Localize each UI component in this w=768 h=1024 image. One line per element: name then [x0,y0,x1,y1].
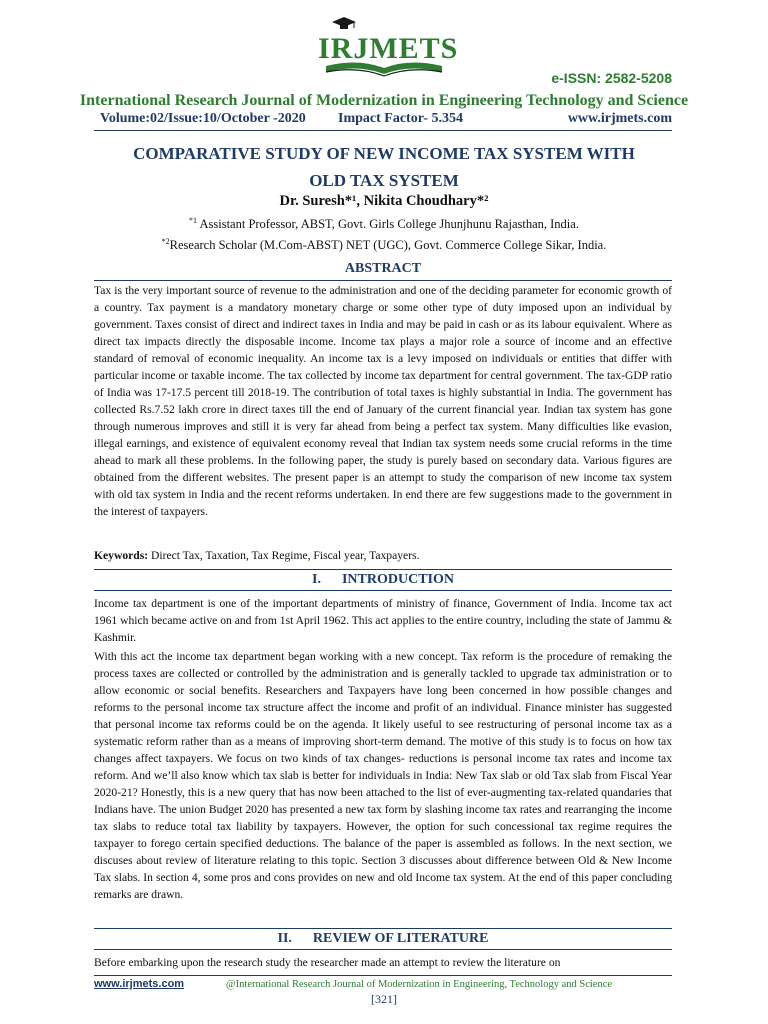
review-divider-top [94,928,672,929]
journal-name: International Research Journal of Modernization in Engineering Technology and Science [79,92,689,109]
review-number: II. [277,931,292,946]
intro-divider-top [94,569,672,570]
issn: e-ISSN: 2582-5208 [551,70,672,86]
review-divider-bottom [94,949,672,950]
header-divider [94,130,672,131]
logo-text: IRJMETS [318,32,459,65]
journal-website-link[interactable]: www.irjmets.com [567,111,672,126]
review-heading [94,928,672,950]
abstract-heading-text: ABSTRACT [344,261,422,276]
intro-divider-bottom [94,590,672,591]
keywords-label: Keywords: [94,549,149,562]
title-line-1: COMPARATIVE STUDY OF NEW INCOME TAX SYSTEM WITH [133,144,635,163]
page-number: [321] [371,992,397,1006]
footer-website-link[interactable]: www.irjmets.com [94,978,185,990]
journal-logo [318,14,459,84]
abstract-divider [94,280,672,281]
impact-factor: Impact Factor- 5.354 [338,111,464,126]
affiliation-1-marker: *1 [189,216,198,225]
affiliation-2-marker: *2 [161,237,170,246]
review-title: REVIEW OF LITERATURE [312,931,489,946]
intro-paragraph-2: With this act the income tax department began working with a new concept. Tax reform is the procedure of remaking the process taxes are collected or controlled by the administration and is generally tackled to upgrade tax administration or to allow economic or social benefits. Researchers and Taxpayers have long been concerned in how possible changes and reforms to the personal income tax structure affect the income and profit of an individual. Finance minister has suggested that personal income tax reforms could be on the agenda. It likely useful to see restructuring of personal income tax as a systematic reform rather than as a means of improving short-term demand. The motive of this study is to focus on how tax changes affect taxpayers. We focus on two kinds of tax changes- reductions is personal income tax rates and income tax reform. And we’ll also know which tax slab is better for individuals in India: New Tax slab or old Tax slab from Fiscal Year 2020-21? Honestly, this is a new query that has now been attached to the list of ever-augmenting tax-related quandaries that Indians have. The union Budget 2020 has presented a new tax form by slashing income tax rates and rearranging the income tax slabs to reduce total tax liability by taxpayers. However, the option for such concessional tax regime requires the taxpayer to forego certain specified deductions. The balance of the paper is assembled as follows. In the next section, we discuses about review of literature relating to this topic. Section 3 discusses about difference between Old & New Income Tax slabs. In section 4, some pros and cons provides on new and old Income tax system. At the end of this paper concluding remarks are drawn. [94,650,672,901]
authors: Dr. Suresh*¹, Nikita Choudhary*² [279,193,489,209]
affiliation-2-text: Research Scholar (M.Com-ABST) NET (UGC), Govt. Commerce College Sikar, India. [169,238,607,253]
intro-title: INTRODUCTION [341,572,454,587]
footer-divider [94,975,672,976]
review-heading-text [94,931,672,947]
introduction-heading [94,569,672,591]
paper-title [80,140,688,194]
keywords [94,547,672,564]
intro-number: I. [312,572,321,587]
abstract-heading [94,258,672,280]
review-paragraph-1: Before embarking upon the research study the researcher made an attempt to review the literature on [94,956,561,969]
introduction-heading-text [94,572,672,588]
title-line-2: OLD TAX SYSTEM [309,171,459,190]
abstract-text: Tax is the very important source of revenue to the administration and one of the deciding parameter for economic growth of a country. Tax payment is a mandatory monetary charge or some other type of duty imposed upon an individual by government. Taxes consist of direct and indirect taxes in India and may be paid in cash or as its labour equivalent. Where as direct tax impacts directly the disposable income. Income tax plays a major role a source of income and an effective standard of removal of economic inequality. An income tax is a levy imposed on individuals or entities that differ with particular income or taxable income. The tax collected by income tax department for central government. The tax-GDP ratio of India was 17-17.5 percent till 2018-19. The contribution of total taxes is highly substantial in India. The government has collected Rs.7.52 lakh crore in direct taxes till the end of January of the current financial year. Indian tax system has gone through numerous improves and still it is very far ahead from being a perfect tax system. Many difficulties like evasion, illegal earnings, and existence of equivalent economy reveal that Indian tax system needs some crucial reforms in the time ahead to mark all these problems. In the following paper, the study is purely based on secondary data. Various figures are obtained from the different websites. The present paper is an attempt to study the comparison of new income tax system with old tax system in India and the recent reforms undertaken. In end there are few suggestions made to the government in the interest of taxpayers. [94,284,672,518]
volume-issue: Volume:02/Issue:10/October -2020 [100,111,306,126]
intro-paragraph-1: Income tax department is one of the important departments of ministry of finance, Government of India. Income tax act 1961 which became active on and from 1st April 1962. This act applies to the entire country, including the state of Jammu & Kashmir. [94,597,672,644]
keywords-text: Direct Tax, Taxation, Tax Regime, Fiscal year, Taxpayers. [151,549,420,562]
issue-meta-row [94,111,672,129]
affiliation-1-text: Assistant Professor, ABST, Govt. Girls College Jhunjhunu Rajasthan, India. [199,217,579,232]
footer-copyright: @International Research Journal of Modernization in Engineering, Technology and Science [226,979,613,990]
affiliation-1 [80,216,688,232]
affiliation-2 [80,237,688,253]
